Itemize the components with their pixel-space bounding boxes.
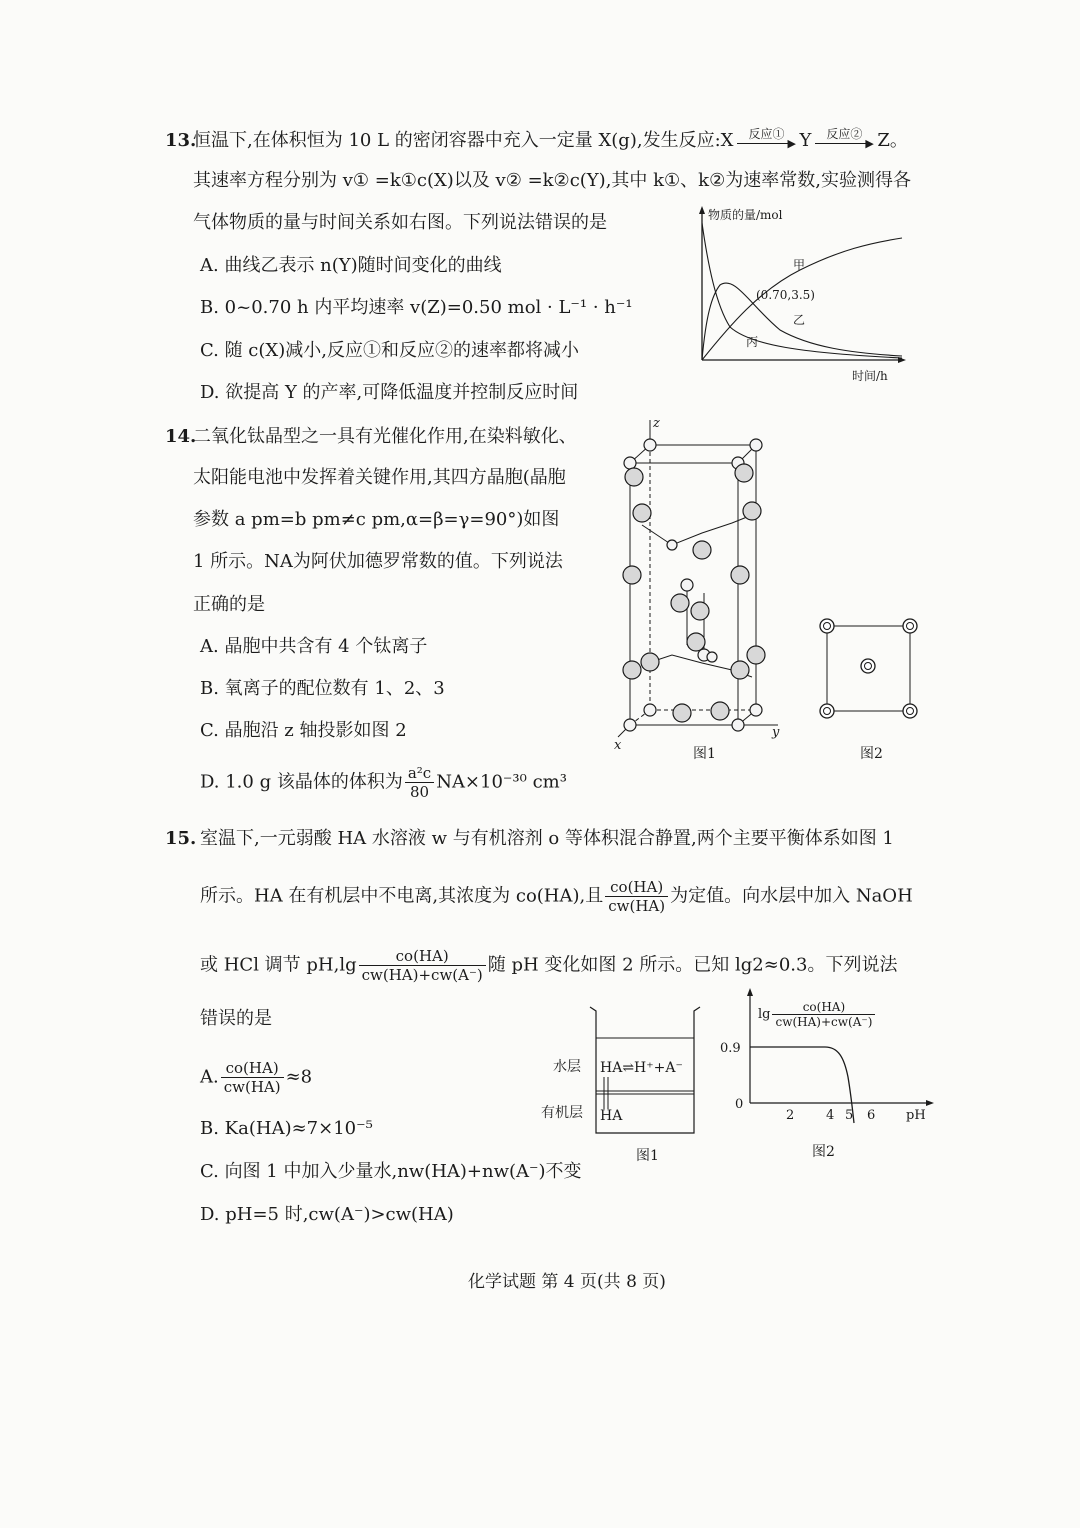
- q13-stem-line1-a: 恒温下,在体积恒为 10 L 的密闭容器中充入一定量 X(g),发生反应:X: [193, 130, 734, 151]
- q15-stem-line3: [200, 947, 897, 984]
- q15-lg-num: co(HA): [359, 947, 486, 966]
- q13-stem-line3: 气体物质的量与时间关系如右图。下列说法错误的是: [193, 212, 607, 233]
- q15-lg-den: cw(HA)+cw(A⁻): [361, 966, 483, 984]
- q15-fig2-ylabel: [758, 1000, 877, 1029]
- q14-stem-line2: 太阳能电池中发挥着关键作用,其四方晶胞(晶胞: [193, 467, 566, 488]
- reaction-arrow-2: 反应② ▶: [815, 129, 873, 153]
- q15-lg-curve: [750, 1047, 854, 1123]
- q15-fig2-ylabel-den: cw(HA)+cw(A⁻): [775, 1015, 873, 1029]
- q13-stem-line1-c: Z。: [877, 130, 908, 151]
- q15-option-d: D. pH=5 时,cw(A⁻)>cw(HA): [200, 1204, 454, 1225]
- q15-fig1-equilibrium: HA⇌H⁺+A⁻: [600, 1060, 683, 1076]
- q15-water-layer-label: 水层: [553, 1059, 581, 1075]
- q13-stem-line2: 其速率方程分别为 v① =k①c(X)以及 v② =k②c(Y),其中 k①、k②为速率常数,实验测得各: [193, 170, 911, 191]
- q15-fig2-y-tick-0: 0: [735, 1097, 744, 1112]
- q14-fig2-caption: 图2: [860, 746, 883, 762]
- q15-fig2-x-tick-4: 4: [826, 1108, 835, 1123]
- q15-beaker-figure: [590, 1005, 700, 1135]
- q15-lg-fraction: [359, 947, 486, 984]
- q15-fig2-x-tick-6: 6: [867, 1108, 876, 1123]
- q14-option-d-num: a²c: [405, 764, 434, 783]
- q13-curve-label-jia: 甲: [793, 258, 806, 272]
- q15-fig2-x-tick-2: 2: [786, 1108, 795, 1123]
- q15-stem-line2-b: 为定值。向水层中加入 NaOH: [670, 885, 913, 907]
- page-footer: 化学试题 第 4 页(共 8 页): [468, 1272, 666, 1292]
- q15-option-a-suffix: ≈8: [285, 1066, 313, 1088]
- q15-partition-num: co(HA): [605, 878, 668, 897]
- q13-number: 13.: [165, 130, 197, 151]
- q15-number: 15.: [165, 828, 197, 849]
- q13-curve-label-yi: 乙: [793, 313, 806, 327]
- q15-fig1-caption: 图1: [636, 1148, 659, 1164]
- q13-stem-line1: [193, 129, 908, 153]
- q15-fig2-ylabel-fraction: [772, 1000, 875, 1029]
- q14-option-b: B. 氧离子的配位数有 1、2、3: [200, 678, 445, 699]
- q15-partition-fraction: [605, 878, 668, 915]
- q13-curve-label-bing: 丙: [746, 335, 759, 349]
- q14-axis-x: x: [614, 738, 622, 753]
- q15-stem-line3-a: 或 HCl 调节 pH,lg: [200, 954, 357, 976]
- q15-option-a-fraction: [221, 1059, 284, 1096]
- q15-fig2-caption: 图2: [812, 1144, 835, 1160]
- q14-fig1-caption: 图1: [693, 746, 716, 762]
- q14-option-a: A. 晶胞中共含有 4 个钛离子: [200, 636, 428, 657]
- q14-stem-line4: 1 所示。NA为阿伏加德罗常数的值。下列说法: [193, 551, 563, 572]
- q13-graph-ylabel: 物质的量/mol: [708, 208, 783, 222]
- q13-option-a: A. 曲线乙表示 n(Y)随时间变化的曲线: [200, 255, 502, 276]
- q14-projection-figure: [812, 613, 922, 723]
- q14-axis-y: y: [772, 725, 780, 740]
- q15-option-a-den: cw(HA): [223, 1078, 281, 1096]
- q15-fig2-y-tick-0.9: 0.9: [720, 1041, 741, 1056]
- q14-option-d-fraction: [405, 764, 434, 801]
- q13-amount-time-graph: [690, 205, 920, 385]
- q15-option-a-num: co(HA): [221, 1059, 284, 1078]
- reaction-arrow-1: 反应① ▶: [737, 129, 795, 153]
- q15-stem-line1: 室温下,一元弱酸 HA 水溶液 w 与有机溶剂 o 等体积混合静置,两个主要平衡体系如图 1: [200, 828, 894, 849]
- q15-stem-line3-b: 随 pH 变化如图 2 所示。已知 lg2≈0.3。下列说法: [487, 954, 898, 976]
- q15-option-a: [200, 1059, 312, 1096]
- q13-option-c: C. 随 c(X)减小,反应①和反应②的速率都将减小: [200, 340, 579, 361]
- q15-fig2-ylabel-lg: lg: [758, 1007, 771, 1022]
- q15-partition-den: cw(HA): [608, 897, 666, 915]
- reaction-arrow-2-label: 反应②: [826, 127, 863, 141]
- q13-graph-xlabel: 时间/h: [852, 369, 888, 383]
- q15-fig2-x-tick-5: 5: [845, 1108, 854, 1123]
- q14-unit-cell-figure: [612, 415, 792, 760]
- q15-fig2-ylabel-num: co(HA): [772, 1000, 875, 1015]
- q14-option-d-prefix: D. 1.0 g 该晶体的体积为: [200, 771, 403, 793]
- q14-stem-line3: 参数 a pm=b pm≠c pm,α=β=γ=90°)如图: [193, 509, 560, 530]
- q15-option-a-prefix: A.: [200, 1066, 219, 1088]
- q14-axis-z: z: [653, 416, 660, 431]
- q15-fig2-xlabel: pH: [906, 1108, 926, 1123]
- q15-fig1-organic-species: HA: [600, 1108, 623, 1124]
- q14-number: 14.: [165, 426, 197, 447]
- q15-organic-layer-label: 有机层: [541, 1105, 583, 1121]
- q14-stem-line5: 正确的是: [193, 594, 265, 615]
- q13-option-b: B. 0~0.70 h 内平均速率 v(Z)=0.50 mol · L⁻¹ · h⁻¹: [200, 297, 633, 318]
- q15-stem-line2-a: 所示。HA 在有机层中不电离,其浓度为 co(HA),且: [200, 885, 604, 907]
- q14-stem-line1: 二氧化钛晶型之一具有光催化作用,在染料敏化、: [193, 426, 577, 447]
- q13-option-d: D. 欲提高 Y 的产率,可降低温度并控制反应时间: [200, 382, 579, 403]
- q15-option-c: C. 向图 1 中加入少量水,nw(HA)+nw(A⁻)不变: [200, 1161, 582, 1182]
- q15-stem-line2: [200, 878, 913, 915]
- q14-option-d-suffix: NA×10⁻³⁰ cm³: [436, 771, 567, 793]
- q15-option-b: B. Ka(HA)≈7×10⁻⁵: [200, 1118, 373, 1139]
- q14-option-d-den: 80: [409, 783, 430, 801]
- q14-option-d: [200, 764, 567, 801]
- q14-option-c: C. 晶胞沿 z 轴投影如图 2: [200, 720, 407, 741]
- q15-stem-line4: 错误的是: [200, 1008, 272, 1029]
- reaction-arrow-1-label: 反应①: [748, 127, 785, 141]
- q13-stem-line1-b: Y: [799, 130, 812, 151]
- q13-graph-point-label: (0.70,3.5): [756, 288, 815, 302]
